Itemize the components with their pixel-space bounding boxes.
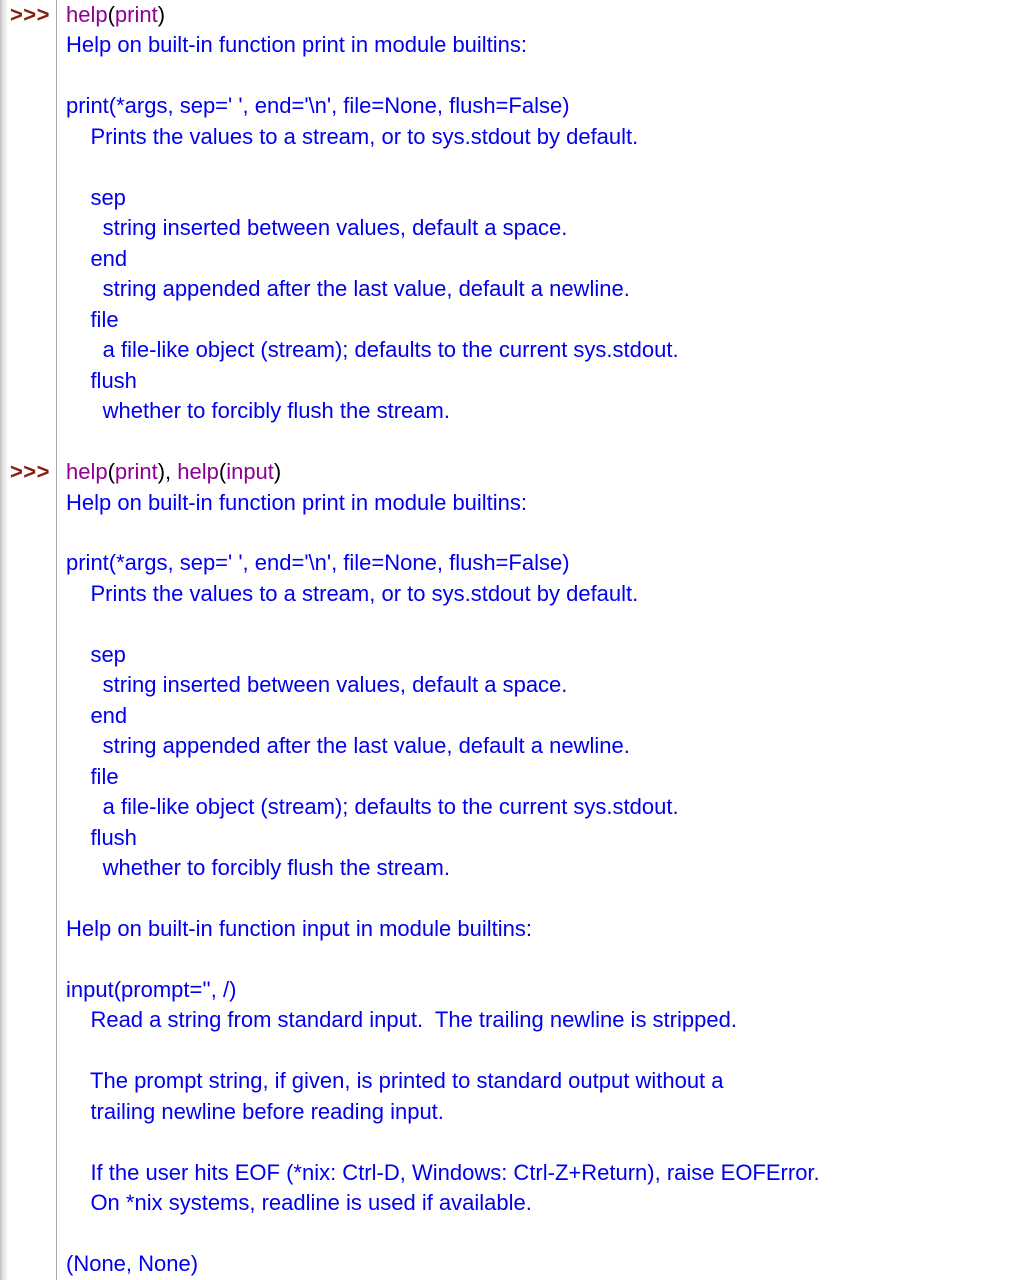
text-segment-output: Help on built-in function print in module builtins: — [66, 489, 528, 515]
prompt-gutter — [9, 61, 57, 91]
line-text — [57, 1188, 1014, 1218]
text-segment-output: file — [66, 306, 119, 332]
prompt-gutter — [9, 1097, 57, 1127]
prompt-gutter — [9, 701, 57, 731]
line-text — [57, 122, 1014, 152]
prompt-marker: >>> — [9, 0, 57, 30]
prompt-gutter — [9, 1005, 57, 1035]
line-text — [57, 853, 1014, 883]
text-segment-builtin: print — [114, 2, 158, 27]
text-segment-builtin: help — [66, 459, 108, 485]
text-segment-output: Help on built-in function input in module builtins: — [66, 916, 532, 942]
prompt-gutter — [9, 609, 57, 639]
text-segment-output: (None, None) — [66, 1251, 199, 1277]
shell-line — [9, 792, 1014, 822]
prompt-gutter — [9, 640, 57, 670]
shell-line — [9, 1097, 1014, 1127]
line-text — [57, 1036, 1014, 1066]
shell-line — [9, 823, 1014, 853]
text-segment-output: end — [66, 245, 128, 271]
line-text — [57, 823, 1014, 853]
shell-line — [9, 762, 1014, 792]
text-segment-builtin: input — [226, 459, 274, 485]
line-text — [57, 335, 1014, 365]
prompt-gutter — [9, 488, 57, 518]
shell-line — [9, 1005, 1014, 1035]
line-text — [57, 945, 1014, 975]
text-segment-output: Help on built-in function print in module builtins: — [66, 32, 528, 58]
line-text — [57, 548, 1014, 578]
shell-line — [9, 305, 1014, 335]
prompt-marker: >>> — [9, 457, 57, 487]
prompt-gutter — [9, 1066, 57, 1096]
shell-line — [9, 244, 1014, 274]
shell-line — [9, 609, 1014, 639]
line-text — [57, 701, 1014, 731]
line-text — [57, 792, 1014, 822]
shell-line — [9, 548, 1014, 578]
shell-line — [9, 1127, 1014, 1157]
prompt-gutter — [9, 91, 57, 121]
line-text — [57, 579, 1014, 609]
line-text — [57, 274, 1014, 304]
text-segment-code: ), — [157, 459, 178, 485]
text-segment-output: sep — [66, 184, 126, 210]
shell-line — [9, 122, 1014, 152]
shell-line — [9, 1188, 1014, 1218]
prompt-gutter — [9, 244, 57, 274]
shell-line — [9, 488, 1014, 518]
shell-line — [9, 1036, 1014, 1066]
line-text — [57, 427, 1014, 457]
prompt-gutter — [9, 1249, 57, 1279]
shell-line — [9, 457, 1014, 487]
shell-line — [9, 0, 1014, 30]
text-segment-builtin: print — [114, 459, 158, 485]
shell-line — [9, 152, 1014, 182]
text-segment-code: ( — [107, 459, 115, 485]
prompt-gutter — [9, 183, 57, 213]
shell-line — [9, 670, 1014, 700]
text-segment-output: file — [66, 763, 119, 789]
shell-line — [9, 518, 1014, 548]
text-segment-output: flush — [66, 824, 137, 850]
prompt-gutter — [9, 1036, 57, 1066]
shell-line — [9, 427, 1014, 457]
line-text — [57, 1127, 1014, 1157]
shell-line — [9, 914, 1014, 944]
line-text — [57, 1066, 1014, 1096]
prompt-gutter — [9, 1219, 57, 1249]
line-text — [57, 884, 1014, 914]
text-segment-output: sep — [66, 641, 126, 667]
text-segment-output: a file-like object (stream); defaults to the current sys.stdout. — [66, 794, 679, 820]
line-text — [57, 305, 1014, 335]
line-text — [57, 670, 1014, 700]
shell-line — [9, 1249, 1014, 1279]
line-text — [57, 1158, 1014, 1188]
prompt-gutter — [9, 1127, 57, 1157]
text-segment-code: ( — [218, 459, 227, 485]
shell-line — [9, 701, 1014, 731]
text-segment-output: input(prompt='', /) — [66, 977, 237, 1002]
line-text — [57, 1219, 1014, 1249]
line-text — [57, 152, 1014, 182]
shell-line — [9, 945, 1014, 975]
line-text — [57, 244, 1014, 274]
text-segment-output: flush — [66, 367, 137, 393]
shell-line — [9, 30, 1014, 60]
text-segment-output: whether to forcibly flush the stream. — [66, 855, 450, 881]
shell-line — [9, 853, 1014, 883]
text-segment-output: print(*args, sep=' ', end='\n', file=None, flush=False) — [66, 550, 570, 576]
shell-line — [9, 731, 1014, 761]
line-text — [57, 762, 1014, 792]
prompt-gutter — [9, 823, 57, 853]
prompt-gutter — [9, 396, 57, 426]
text-segment-output: a file-like object (stream); defaults to the current sys.stdout. — [66, 337, 679, 363]
line-text — [57, 914, 1014, 944]
text-segment-code: ( — [107, 2, 115, 27]
prompt-gutter — [9, 884, 57, 914]
text-segment-output: Read a string from standard input. The trailing newline is stripped. — [66, 1007, 737, 1033]
shell-line — [9, 366, 1014, 396]
line-text — [57, 183, 1014, 213]
text-segment-code: ) — [157, 2, 166, 27]
shell-line — [9, 396, 1014, 426]
line-text — [57, 366, 1014, 396]
line-text — [57, 518, 1014, 548]
prompt-gutter — [9, 945, 57, 975]
prompt-gutter — [9, 30, 57, 60]
prompt-gutter — [9, 975, 57, 1005]
prompt-gutter — [9, 152, 57, 182]
prompt-gutter — [9, 122, 57, 152]
prompt-gutter — [9, 518, 57, 548]
text-segment-output: trailing newline before reading input. — [66, 1098, 444, 1124]
text-segment-builtin: help — [177, 459, 219, 485]
shell-line — [9, 213, 1014, 243]
shell-line — [9, 1219, 1014, 1249]
line-text — [57, 30, 1014, 60]
line-text — [57, 61, 1014, 91]
line-text — [57, 213, 1014, 243]
window-edge-scrollbar-track[interactable] — [0, 0, 8, 1280]
text-segment-output: Prints the values to a stream, or to sys.stdout by default. — [66, 580, 639, 606]
shell-line — [9, 183, 1014, 213]
text-segment-output: string inserted between values, default a space. — [66, 672, 568, 698]
text-segment-output: Prints the values to a stream, or to sys.stdout by default. — [66, 123, 639, 149]
prompt-gutter — [9, 274, 57, 304]
line-text — [57, 1249, 1014, 1279]
shell-line — [9, 640, 1014, 670]
shell-line — [9, 884, 1014, 914]
prompt-gutter — [9, 335, 57, 365]
text-segment-output: string inserted between values, default a space. — [66, 215, 568, 241]
line-text — [57, 457, 1014, 487]
line-text — [57, 396, 1014, 426]
text-segment-output: The prompt string, if given, is printed to standard output without a — [66, 1068, 724, 1094]
line-text — [57, 1005, 1014, 1035]
text-segment-output: If the user hits EOF (*nix: Ctrl-D, Windows: Ctrl-Z+Return), raise EOFError. — [66, 1159, 820, 1185]
text-segment-output: whether to forcibly flush the stream. — [66, 398, 450, 424]
line-text — [57, 975, 1014, 1005]
prompt-gutter — [9, 548, 57, 578]
prompt-gutter — [9, 1188, 57, 1218]
prompt-gutter — [9, 579, 57, 609]
line-text — [57, 1097, 1014, 1127]
text-segment-output: print(*args, sep=' ', end='\n', file=None, flush=False) — [66, 93, 570, 119]
prompt-gutter — [9, 366, 57, 396]
line-text — [57, 488, 1014, 518]
shell-line — [9, 1158, 1014, 1188]
prompt-gutter — [9, 792, 57, 822]
text-segment-output: string appended after the last value, default a newline. — [66, 276, 630, 302]
line-text — [57, 91, 1014, 121]
shell-line — [9, 579, 1014, 609]
shell-line — [9, 61, 1014, 91]
prompt-gutter — [9, 731, 57, 761]
shell-line — [9, 975, 1014, 1005]
prompt-gutter — [9, 914, 57, 944]
shell-line — [9, 274, 1014, 304]
text-segment-builtin: help — [66, 2, 108, 27]
prompt-gutter — [9, 213, 57, 243]
text-segment-output: string appended after the last value, default a newline. — [66, 733, 630, 759]
prompt-gutter — [9, 427, 57, 457]
text-segment-code: ) — [273, 459, 282, 485]
prompt-gutter — [9, 762, 57, 792]
line-text — [57, 731, 1014, 761]
shell-line — [9, 91, 1014, 121]
prompt-gutter — [9, 1158, 57, 1188]
line-text — [57, 609, 1014, 639]
shell-line — [9, 1066, 1014, 1096]
line-text — [57, 640, 1014, 670]
prompt-gutter — [9, 305, 57, 335]
text-segment-output: On *nix systems, readline is used if available. — [66, 1190, 532, 1216]
text-segment-output: end — [66, 702, 128, 728]
line-text — [57, 0, 1014, 30]
shell-lines[interactable] — [9, 0, 1014, 1280]
shell-line — [9, 335, 1014, 365]
prompt-gutter — [9, 670, 57, 700]
prompt-gutter — [9, 853, 57, 883]
